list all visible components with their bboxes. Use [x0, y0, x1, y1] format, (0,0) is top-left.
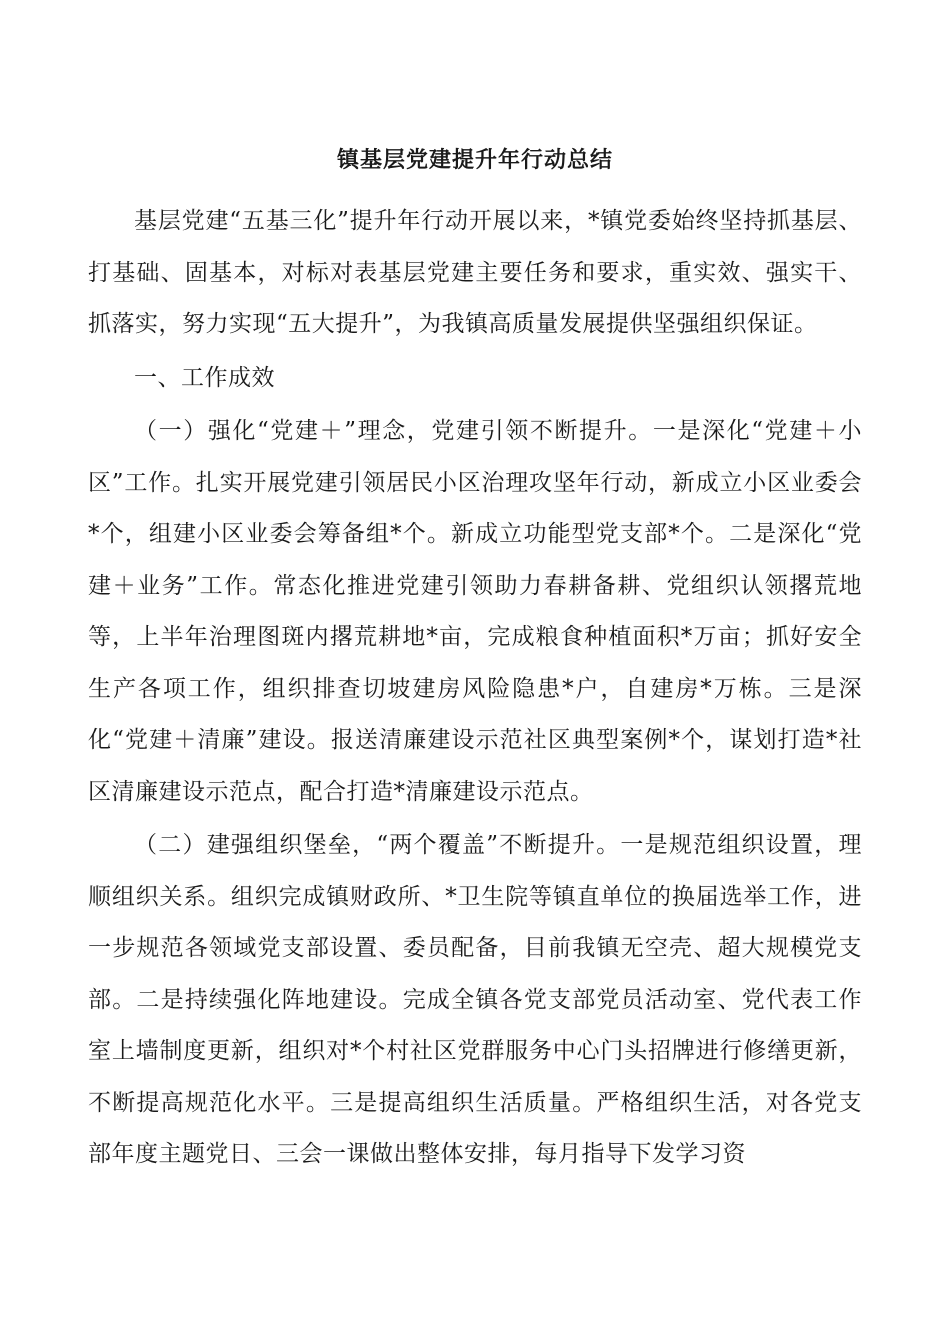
document-title: 镇基层党建提升年行动总结: [336, 147, 613, 173]
intro-paragraph: 基层党建“五基三化”提升年行动开展以来，*镇党委始终坚持抓基层、打基础、固基本，对标对表基层党建主要任务和要求，重实效、强实干、抓落实，努力实现“五大提升”，为我镇高质量发展提供坚强组织保证。: [88, 208, 862, 337]
body-paragraph: （一）强化“党建＋”理念，党建引领不断提升。一是深化“党建＋小区”工作。扎实开展党建引领居民小区治理攻坚年行动，新成立小区业委会*个，组建小区业委会筹备组*个。新成立功能型党支部*个。二是深化“党建＋业务”工作。常态化推进党建引领助力春耕备耕、党组织认领撂荒地等，上半年治理图斑内撂荒耕地*亩，完成粮食种植面积*万亩；抓好安全生产各项工作，组织排查切坡建房风险隐患*户，自建房*万栋。三是深化“党建＋清廉”建设。报送清廉建设示范社区典型案例*个，谋划打造*社区清廉建设示范点，配合打造*清廉建设示范点。: [88, 418, 862, 805]
body-paragraph: （二）建强组织堡垒，“两个覆盖”不断提升。一是规范组织设置，理顺组织关系。组织完成镇财政所、*卫生院等镇直单位的换届选举工作，进一步规范各领域党支部设置、委员配备，目前我镇无空壳、超大规模党支部。二是持续强化阵地建设。完成全镇各党支部党员活动室、党代表工作室上墙制度更新，组织对*个村社区党群服务中心门头招牌进行修缮更新，不断提高规范化水平。三是提高组织生活质量。严格组织生活，对各党支部年度主题党日、三会一课做出整体安排，每月指导下发学习资: [88, 832, 862, 1167]
section-heading: 一、工作成效: [134, 364, 275, 391]
